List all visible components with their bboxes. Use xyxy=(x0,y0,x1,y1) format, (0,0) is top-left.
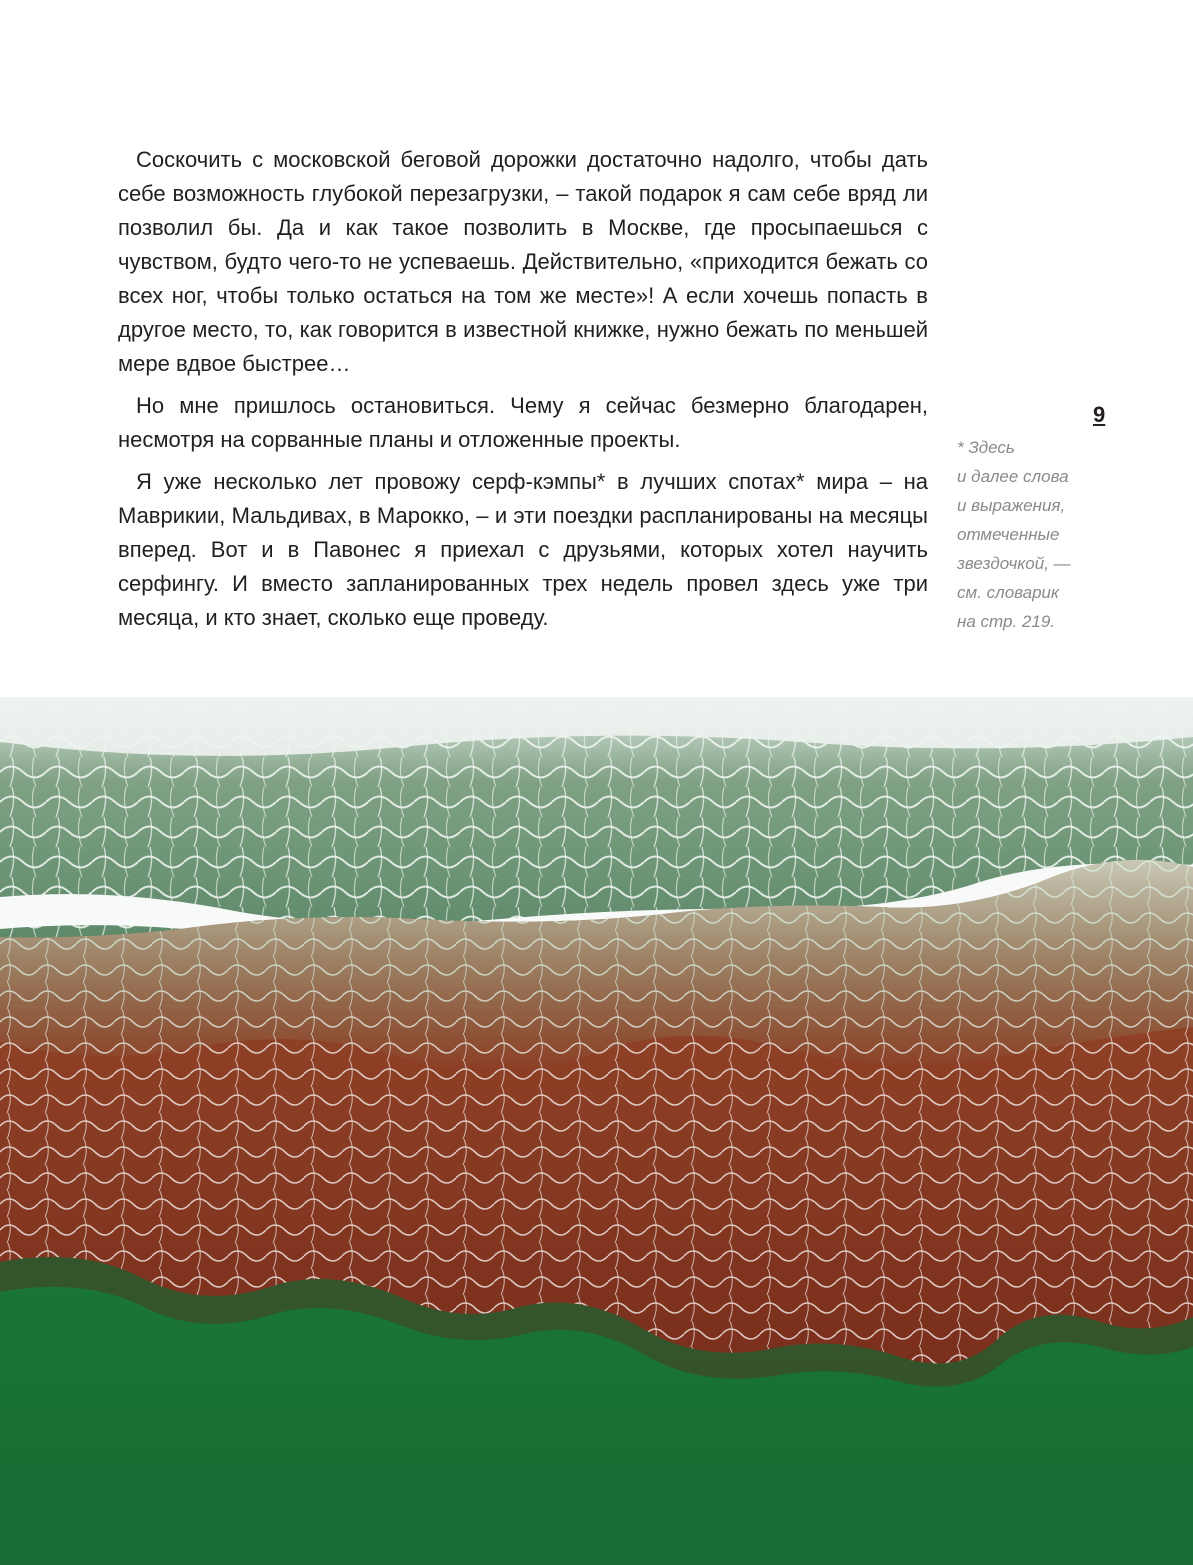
aerial-ocean-photo xyxy=(0,697,1193,1565)
sidenote-line: на стр. 219. xyxy=(957,612,1055,631)
sidenote-line: и далее слова xyxy=(957,467,1069,486)
ocean-waves-icon xyxy=(0,697,1193,1565)
sidenote-line: см. словарик xyxy=(957,583,1060,602)
sidenote-line: и выражения, xyxy=(957,496,1066,515)
sidenote-line: * Здесь xyxy=(957,438,1015,457)
body-text xyxy=(118,143,928,643)
sidenote-line: звездочкой, — xyxy=(957,554,1071,573)
sidenote-line: отмеченные xyxy=(957,525,1060,544)
page-number: 9 xyxy=(1093,402,1106,427)
footnote-sidenote xyxy=(957,433,1107,636)
paragraph-2: Но мне пришлось остановиться. Чему я сейчас безмерно благодарен, несмотря на сорванные планы и отложенные проекты. xyxy=(118,393,928,452)
paragraph-1: Соскочить с московской беговой дорожки достаточно надолго, чтобы дать себе возможность глубокой перезагрузки, – такой подарок я сам себе вряд ли позволил бы. Да и как такое позволить в Москве, где просыпаешься с чувством, будто чего-то не успеваешь. Действительно, «приходится бежать со всех ног, чтобы только остаться на том же месте»! А если хочешь попасть в другое место, то, как говорится в известной книжке, нужно бежать по меньшей мере вдвое быстрее… xyxy=(118,147,928,376)
paragraph-3: Я уже несколько лет провожу серф-кэмпы* в лучших спотах* мира – на Маврикии, Мальдивах, в Марокко, – и эти поездки распланированы на месяцы вперед. Вот и в Павонес я приехал с друзьями, которых хотел научить серфингу. И вместо запланированных трех недель провел здесь уже три месяца, и кто знает, сколько еще проведу. xyxy=(118,469,928,630)
